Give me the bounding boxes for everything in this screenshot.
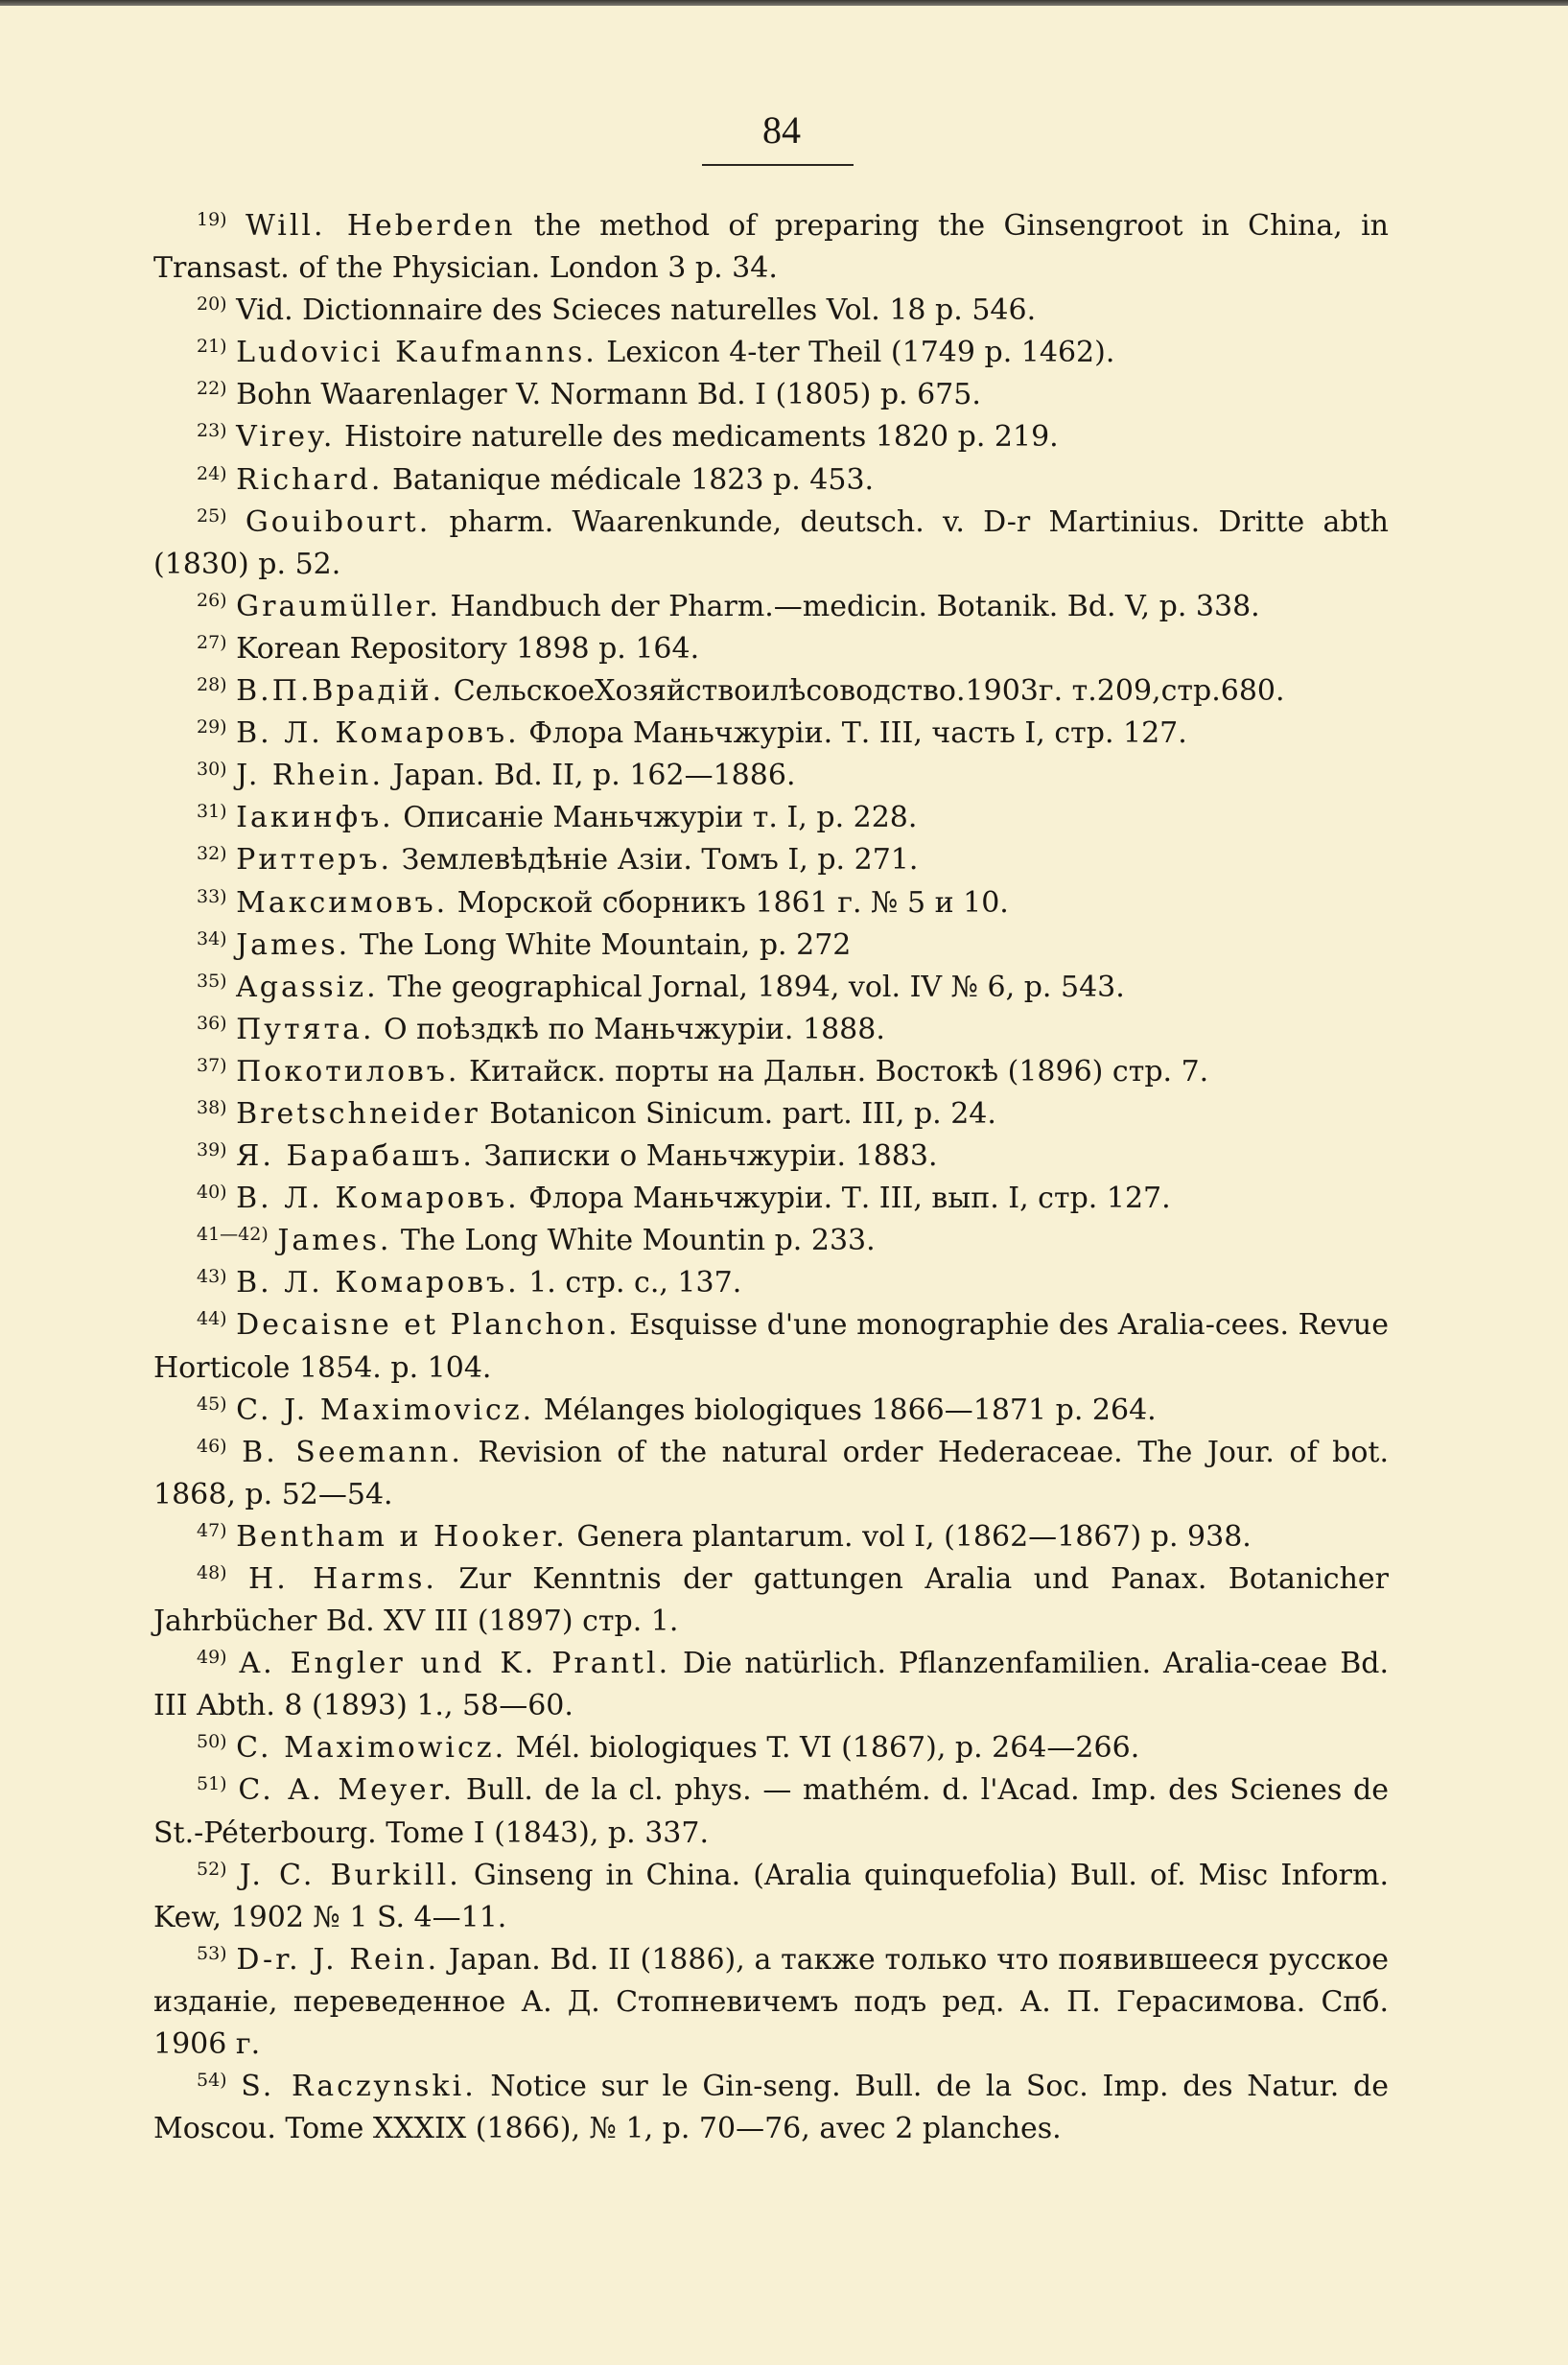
- footnote-text: Genera plantarum. vol I, (1862—1867) p. 938.: [567, 1519, 1252, 1554]
- footnote-marker: 22): [197, 378, 227, 400]
- footnote-author: B. Seemann.: [242, 1435, 463, 1469]
- page-number-underline: [702, 164, 854, 166]
- footnote-entry: [153, 416, 1389, 458]
- footnote-marker: 47): [197, 1519, 227, 1541]
- footnote-text: pharm. Waarenkunde, deutsch. v. D-r Martinius. Dritte abth (1830) p. 52.: [153, 504, 1389, 581]
- page-number: 84: [762, 108, 801, 152]
- footnote-entry: [153, 502, 1389, 586]
- footnote-author: В. Л. Комаровъ.: [236, 716, 520, 751]
- footnote-marker: 21): [197, 336, 227, 358]
- footnote-marker: 30): [197, 759, 227, 781]
- footnote-marker: 50): [197, 1731, 227, 1753]
- footnote-author: Bretschneider: [236, 1096, 480, 1131]
- footnote-author: Graumüller.: [236, 589, 441, 623]
- footnote-entry: [153, 290, 1389, 332]
- footnote-entry: [153, 1516, 1389, 1558]
- footnote-marker: 54): [197, 2070, 227, 2092]
- footnote-text: Землевѣдѣніе Азіи. Томъ I, р. 271.: [392, 843, 919, 878]
- footnote-entry: [153, 755, 1389, 797]
- footnote-marker: 28): [197, 674, 227, 696]
- footnote-author: J. Rhein.: [236, 759, 385, 793]
- footnote-marker: 44): [197, 1308, 227, 1330]
- footnote-text: СельскоеХозяйствоилѣсоводство.1903г. т.209,стр.680.: [444, 674, 1285, 709]
- footnote-marker: 51): [197, 1773, 227, 1795]
- footnote-entry: [153, 374, 1389, 416]
- footnote-author: C. Maximowicz.: [236, 1731, 507, 1766]
- footnote-text: Notice sur le Gin-seng. Bull. de la Soc. Imp. des Natur. de Moscou. Tome XXXIX (1866), № 1, p. 70—76, avec 2 planches.: [153, 2070, 1389, 2146]
- footnote-entry: [153, 1093, 1389, 1136]
- footnote-text: Lexicon 4-ter Theil (1749 p. 1462).: [597, 336, 1115, 370]
- footnote-author: Покотиловъ.: [236, 1054, 460, 1089]
- footnote-text: Korean Repository 1898 p. 164.: [236, 631, 700, 666]
- footnote-entry: [153, 1262, 1389, 1304]
- footnote-text: О поѣздкѣ по Маньчжуріи. 1888.: [374, 1012, 885, 1046]
- footnote-marker: 43): [197, 1266, 227, 1288]
- footnote-entry: [153, 459, 1389, 502]
- footnote-author: A. Engler und K. Prantl.: [239, 1647, 671, 1681]
- footnote-entry: [153, 1390, 1389, 1432]
- footnote-text: Флора Маньчжуріи. Т. III, часть I, стр. 127.: [519, 716, 1187, 751]
- footnote-entry: [153, 1558, 1389, 1643]
- footnote-marker: 23): [197, 420, 227, 442]
- footnote-author: Decaisne et Planchon.: [236, 1308, 620, 1343]
- footnote-author: C. A. Meyer.: [238, 1773, 456, 1808]
- footnote-author: В. Л. Комаровъ.: [236, 1182, 520, 1216]
- footnote-entry: [153, 925, 1389, 967]
- footnote-author: В.П.Врадій.: [236, 674, 445, 709]
- footnote-entry: [153, 882, 1389, 925]
- footnote-text: Handbuch der Pharm.—medicin. Botanik. Bd. V, p. 338.: [440, 589, 1260, 623]
- footnote-entry: [153, 670, 1389, 713]
- footnote-author: Will. Heberden: [245, 209, 516, 243]
- footnote-entry: [153, 713, 1389, 755]
- footnote-entry: [153, 1009, 1389, 1051]
- footnote-text: Описаніе Маньчжуріи т. I, р. 228.: [393, 801, 918, 835]
- footnote-text: Vid. Dictionnaire des Scieces naturelles Vol. 18 p. 546.: [236, 293, 1037, 328]
- footnote-author: Путята.: [236, 1012, 375, 1046]
- footnote-author: Richard.: [236, 462, 384, 497]
- footnote-entry: [153, 205, 1389, 290]
- footnote-marker: 27): [197, 631, 227, 653]
- footnote-marker: 52): [197, 1858, 227, 1880]
- footnote-marker: 26): [197, 589, 227, 611]
- footnote-author: James.: [277, 1224, 392, 1258]
- footnote-marker: 41—42): [197, 1224, 269, 1246]
- footnote-author: Риттеръ.: [236, 843, 393, 878]
- footnote-text: 1. стр. с., 137.: [519, 1266, 742, 1300]
- footnote-text: Ginseng in China. (Aralia quinquefolia) Bull. of. Misc Inform. Kew, 1902 № 1 S. 4—11.: [153, 1858, 1389, 1934]
- footnote-author: Gouibourt.: [245, 504, 432, 539]
- footnote-marker: 53): [197, 1942, 227, 1964]
- footnote-entry: [153, 1051, 1389, 1093]
- footnote-entry: [153, 1939, 1389, 2066]
- footnote-marker: 39): [197, 1139, 227, 1161]
- footnote-author: Іакинфъ.: [236, 801, 394, 835]
- footnote-marker: 35): [197, 970, 227, 992]
- footnote-author: Agassiz.: [236, 970, 379, 1004]
- footnote-entry: [153, 628, 1389, 670]
- footnote-marker: 33): [197, 885, 227, 907]
- footnote-text: Bull. de la cl. phys. — mathém. d. l'Acad. Imp. des Scienes de St.-Pétеrbourg. Tome I (1843), p. 337.: [153, 1773, 1389, 1850]
- footnote-author: Bentham и Hooker.: [236, 1519, 568, 1554]
- footnote-entry: [153, 967, 1389, 1009]
- footnote-text: Batanique médicale 1823 p. 453.: [383, 462, 875, 497]
- footnote-marker: 34): [197, 927, 227, 949]
- footnote-author: В. Л. Комаровъ.: [236, 1266, 520, 1300]
- footnote-marker: 36): [197, 1012, 227, 1034]
- footnote-author: D-r. J. Rein.: [236, 1942, 440, 1977]
- footnote-entry: [153, 1643, 1389, 1727]
- footnote-author: James.: [236, 927, 351, 962]
- footnote-text: Китайск. порты на Дальн. Востокѣ (1896) стр. 7.: [459, 1054, 1209, 1089]
- footnote-entry: [153, 1304, 1389, 1389]
- footnote-text: Japan. Bd. II (1886), а также только что появившееся русское изданіе, переведенное А. Д. Стопневичемъ подъ ред. А. П. Герасимова. Спб. 1906 г.: [153, 1942, 1389, 2062]
- footnote-text: Морской сборникъ 1861 г. № 5 и 10.: [448, 885, 1009, 920]
- footnote-list: [153, 205, 1389, 2150]
- footnote-author: H. Harms.: [248, 1562, 437, 1596]
- footnote-marker: 49): [197, 1647, 227, 1669]
- footnote-entry: [153, 1178, 1389, 1220]
- footnote-author: Максимовъ.: [236, 885, 449, 920]
- footnote-text: Japan. Bd. II, p. 162—1886.: [384, 759, 796, 793]
- footnote-text: Zur Kenntnis der gattungen Aralia und Panax. Botanicher Jahrbücher Bd. XV III (1897) стр. 1.: [153, 1562, 1389, 1639]
- footnote-marker: 32): [197, 843, 227, 865]
- footnote-entry: [153, 797, 1389, 839]
- footnote-marker: 20): [197, 293, 227, 316]
- footnote-marker: 19): [197, 209, 227, 230]
- footnote-entry: [153, 839, 1389, 881]
- footnote-entry: [153, 1727, 1389, 1769]
- footnote-marker: 45): [197, 1393, 227, 1415]
- footnote-text: Bohn Waarenlager V. Normann Bd. I (1805) p. 675.: [236, 378, 981, 412]
- footnote-entry: [153, 1432, 1389, 1516]
- footnote-text: The geographical Jornal, 1894, vol. IV № 6, p. 543.: [378, 970, 1125, 1004]
- footnote-entry: [153, 332, 1389, 374]
- footnote-marker: 37): [197, 1054, 227, 1076]
- footnote-marker: 40): [197, 1182, 227, 1204]
- footnote-text: Histoire naturelle des medicaments 1820 p. 219.: [335, 420, 1059, 455]
- footnote-author: C. J. Maximovicz.: [236, 1393, 535, 1427]
- footnote-marker: 38): [197, 1096, 227, 1118]
- footnote-marker: 46): [197, 1435, 227, 1457]
- footnote-entry: [153, 1136, 1389, 1178]
- footnote-text: Botanicon Sinicum. part. III, p. 24.: [480, 1096, 996, 1131]
- footnote-author: Virey.: [236, 420, 336, 455]
- footnote-text: Записки о Маньчжуріи. 1883.: [474, 1139, 938, 1174]
- top-border-rule: [0, 0, 1568, 6]
- footnote-entry: [153, 1769, 1389, 1854]
- footnote-entry: [153, 586, 1389, 628]
- footnote-text: Mélanges biologiques 1866—1871 p. 264.: [534, 1393, 1157, 1427]
- footnote-marker: 48): [197, 1562, 227, 1583]
- footnote-author: Я. Барабашъ.: [236, 1139, 475, 1174]
- footnote-text: The Long White Mountain, p. 272: [350, 927, 852, 962]
- footnote-marker: 29): [197, 716, 227, 738]
- footnote-entry: [153, 1855, 1389, 1939]
- footnote-marker: 31): [197, 801, 227, 823]
- footnote-author: J. C. Burkill.: [239, 1858, 461, 1892]
- footnote-marker: 24): [197, 462, 227, 484]
- footnote-entry: [153, 1220, 1389, 1262]
- footnote-author: Ludovici Kaufmanns.: [236, 336, 597, 370]
- footnote-text: the method of preparing the Ginsengroot in China, in Transast. of the Physician. London 3 p. 34.: [153, 209, 1389, 286]
- footnote-entry: [153, 2066, 1389, 2150]
- footnote-text: Флора Маньчжуріи. Т. III, вып. I, стр. 127.: [519, 1182, 1171, 1216]
- footnote-text: Die natürlich. Pflanzenfamilien. Aralia-ceae Bd. III Abth. 8 (1893) 1., 58—60.: [153, 1647, 1389, 1723]
- footnote-marker: 25): [197, 504, 227, 527]
- footnote-text: Esquisse d'une monographie des Aralia-cees. Revue Horticole 1854. p. 104.: [153, 1308, 1389, 1385]
- footnote-author: S. Raczynski.: [241, 2070, 477, 2104]
- footnote-text: Revision of the natural order Hederaceae. The Jour. of bot. 1868, p. 52—54.: [153, 1435, 1389, 1511]
- footnote-text: Mél. biologiques T. VI (1867), p. 264—266.: [506, 1731, 1140, 1766]
- footnote-text: The Long White Mountin p. 233.: [391, 1224, 876, 1258]
